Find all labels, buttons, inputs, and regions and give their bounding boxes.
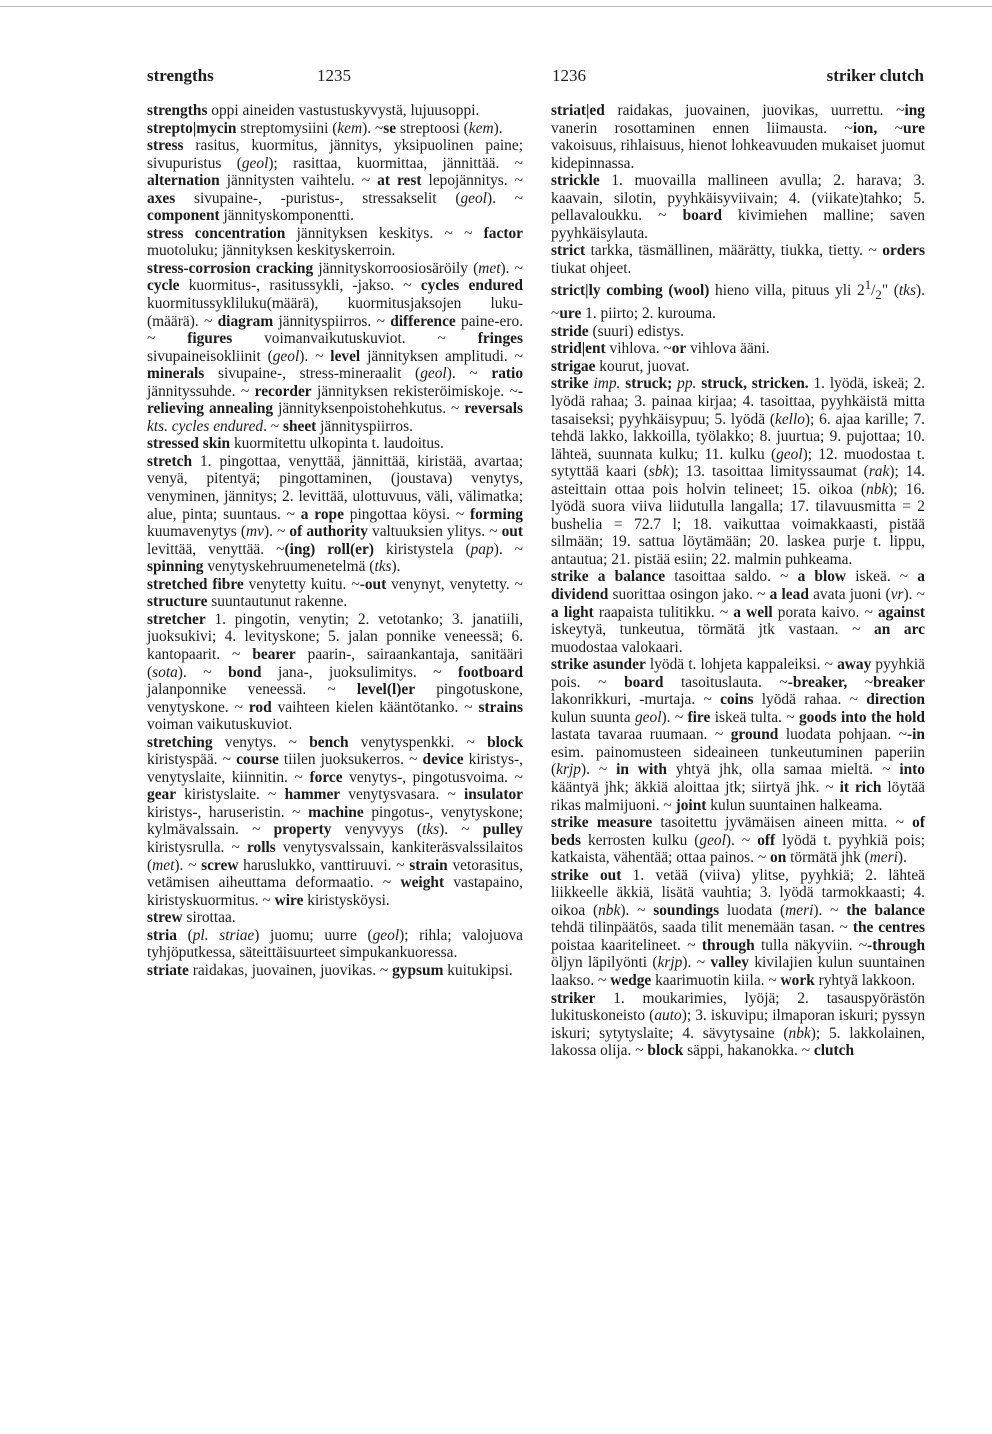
guide-word-left: strengths xyxy=(147,66,214,85)
dictionary-entry: strike measure tasoitettu jyvämäisen aineen mitta. ~ of beds kerrosten kulku (geol). ~ off lyödä t. pyyhkiä pois; katkaista, vähentää; ottaa painos. ~ on törmätä jhk (meri). xyxy=(551,814,925,867)
dictionary-entry: strike asunder lyödä t. lohjeta kappaleiksi. ~ away pyyhkiä pois. ~ board tasoituslauta. ~-breaker, ~breaker lakonrikkuri, -murtaja. ~ coins lyödä rahaa. ~ direction kulun suunta geol). ~ fire iskeä tulta. ~ goods into the hold lastata tavaraa ruumaan. ~ ground luodata pohjaan. ~-in esim. painomusteen sideaineen tunkeutuminen paperiin (krjp). ~ in with yhtyä jhk, olla samaa mieltä. ~ into kääntyä jhk; äkkiä aloittaa jtk; siirtyä jhk. ~ it rich löytää rikas malmijuoni. ~ joint kulun suuntainen halkeama. xyxy=(551,656,925,814)
dictionary-entry: stretching venytys. ~ bench venytyspenkki. ~ block kiristyspää. ~ course tiilen juoksukerros. ~ device kiristys-, venytyslaite, kiinnitin. ~ force venytys-, pingotusvoima. ~ gear kiristyslaite. ~ hammer venytysvasara. ~ insulator kiristys-, haruseristin. ~ machine pingotus-, venytyskone; kylmävalssain. ~ property venyvyys (tks). ~ pulley kiristysrulla. ~ rolls venytysvalssain, kankiteräsvalssilaitos (met). ~ screw haruslukko, vanttiruuvi. ~ strain vetorasitus, vetämisen aiheuttama deformaatio. ~ weight vastapaino, kiristyskuormitus. ~ wire kiristysköysi. xyxy=(147,733,523,909)
running-head-right xyxy=(552,62,924,90)
dictionary-entry: stressed skin kuormitettu ulkopinta t. laudoitus. xyxy=(147,435,444,453)
dictionary-column-left xyxy=(147,102,523,979)
dictionary-entry: strepto|mycin streptomysiini (kem). ~se streptoosi (kem). xyxy=(147,119,503,137)
dictionary-entry: stretched fibre venytetty kuitu. ~-out venynyt, venytetty. ~ structure suuntautunut rakenne. xyxy=(147,575,523,611)
dictionary-entry: strike a balance tasoittaa saldo. ~ a blow iskeä. ~ a dividend suorittaa osingon jako. ~ a lead avata juoni (vr). ~ a light raapaista tulitikku. ~ a well porata kaivo. ~ against iskeytyä, tunkeutua, törmätä jtk vastaan. ~ an arc muodostaa valokaari. xyxy=(551,568,925,656)
page-number-left: 1235 xyxy=(317,66,351,85)
dictionary-entry: strict tarkka, täsmällinen, määrätty, tiukka, tietty. ~ orders tiukat ohjeet. xyxy=(551,242,925,277)
dictionary-entry: strickle 1. muovailla mallineen avulla; 2. harava; 3. kaavain, silotin, pyyhkäisyviivain; 4. (viikate)tahko; 5. pellavaloukku. ~ board kivimiehen malline; saven pyyhkäisylauta. xyxy=(551,172,925,242)
dictionary-entry: strike imp. struck; pp. struck, stricken. 1. lyödä, iskeä; 2. lyödä rahaa; 3. painaa kirjaa; 4. tasoittaa, pyyhkäistä mitta tasaiseksi; pyyhkäisypuu; 5. lyödä (kello); 6. ajaa karille; 7. tehdä lakko, lakkoilla, työlakko; 8. juurtua; 9. pujottaa; 10. lähteä, suunnata kulku; 11. kulku (geol); 12. muodostaa t. sytyttää kaari (sbk); 13. tasoittaa limityssaumat (rak); 14. asteittain ottaa pois holvin telineet; 15. oikoa (nbk); 16. lyödä suora viiva liidutulla langalla; 17. tilavuusmitta = 2 bushelia = 72.7 l; 18. vaikuttaa voimakkaasti, pistää silmään; 19. sattua löytämään; 20. laskea purje t. lippu, antautua; 21. pistää esiin; 22. malmin puhkeama. xyxy=(551,375,926,568)
dictionary-entry: strike out 1. vetää (viiva) ylitse, pyyhkiä; 2. lähteä liikkeelle äkkiä, lisätä vauhtia; 3. lyödä tarmokkaasti; 4. oikoa (nbk). ~ soundings luodata (meri). ~ the balance tehdä tilinpäätös, saada tilit menemään tasan. ~ the centres poistaa kaaritelineet. ~ through tulla näkyviin. ~-through öljyn läpilyönti (krjp). ~ valley kivilajien kulun suuntainen laakso. ~ wedge kaarimuotin kiila. ~ work ryhtyä lakkoon. xyxy=(551,866,926,989)
dictionary-entry: stress rasitus, kuormitus, jännitys, yksipuolinen paine; sivupuristus (geol); rasittaa, kuormittaa, jännittää. ~ alternation jännitysten vaihtelu. ~ at rest lepojännitys. ~ axes sivupaine-, -puristus-, stressakselit (geol). ~ component jännityskomponentti. xyxy=(147,137,524,225)
guide-word-right: striker clutch xyxy=(826,66,924,85)
dictionary-entry: strict|ly combing (wool) hieno villa, pituus yli $2^1/_2$" (tks). ~ure 1. piirto; 2. kurouma. xyxy=(551,278,925,323)
dictionary-entry: stretch 1. pingottaa, venyttää, jännittää, kiristää, avartaa; venyä, pitentyä; pingottaminen, (joustava) venytys, venyminen, jännitys; 2. levittää, ulottuvuus, väli, välimatka; alue, pinta; suuntaus. ~ a rope pingottaa köysi. ~ forming kuumavenytys (mv). ~ of authority valtuuksien ylitys. ~ out levittää, venyttää. ~(ing) roll(er) kiristystela (pap). ~ spinning venytyskehruumenetelmä (tks). xyxy=(147,452,523,576)
dictionary-entry: striker 1. moukarimies, lyöjä; 2. tasauspyörästön lukituskoneisto (auto); 3. iskuvipu; ilmaporan iskuri; pyssyn iskuri; sytytyslaite; 4. sävytysaine (nbk); 5. lakkolainen, lakossa olija. ~ block säppi, hakanokka. ~ clutch xyxy=(551,989,926,1060)
dictionary-entry: strengths oppi aineiden vastustuskyvystä, lujuusoppi. xyxy=(147,102,480,119)
running-head-left xyxy=(147,62,527,90)
dictionary-entry: stress-corrosion cracking jännityskorroosiosäröily (met). ~ cycle kuormitus-, rasitussykli, -jakso. ~ cycles endured kuormitussykliluku(määrä), kuormitusjaksojen luku-(määrä). ~ diagram jännityspiirros. ~ difference paine-ero. ~ figures voimanvaikutuskuviot. ~ fringes sivupaineisokliinit (geol). ~ level jännityksen amplitudi. ~ minerals sivupaine-, stress-mineraalit (geol). ~ ratio jännityssuhde. ~ recorder jännityksen rekisteröimiskoje. ~-relieving annealing jännityksenpoistohehkutus. ~ reversals kts. cycles endured. ~ sheet jännityspiirros. xyxy=(147,259,524,435)
dictionary-entry: strew sirottaa. xyxy=(147,909,236,927)
dictionary-entry: stress concentration jännityksen keskitys. ~ ~ factor muotoluku; jännityksen keskityskerroin. xyxy=(147,224,523,260)
dictionary-entry: stria (pl. striae) juomu; uurre (geol); rihla; valojuova tyhjöputkessa, säteittäisuurteet simpukankuoressa. xyxy=(147,926,523,962)
page-number-right: 1236 xyxy=(552,66,586,85)
dictionary-entry: stretcher 1. pingotin, venytin; 2. vetotanko; 3. janatiili, juoksukivi; 4. levityskone; 5. jalan ponnike veneessä; 6. kantopaarit. ~ bearer paarin-, sairaankantaja, sanitääri (sota). ~ bond jana-, juoksulimitys. ~ footboard jalanponnike veneessä. ~ level(l)er pingotuskone, venytyskone. ~ rod vaihteen kielen kääntötanko. ~ strains voiman vaikutuskuviot. xyxy=(147,610,523,734)
dictionary-entry: stride (suuri) edistys. xyxy=(551,322,684,340)
dictionary-entry: striat|ed raidakas, juovainen, juovikas, uurrettu. ~ing vanerin rosottaminen ennen liimausta. ~ion, ~ure vakoisuus, rihlaisuus, hienot lohkeavuuden mukaiset juomut kidepinnassa. xyxy=(551,102,925,172)
dictionary-entry: strid|ent vihlova. ~or vihlova ääni. xyxy=(551,340,770,358)
dictionary-entry: striate raidakas, juovainen, juovikas. ~ gypsum kuitukipsi. xyxy=(147,961,513,979)
dictionary-entry: strigae kourut, juovat. xyxy=(551,357,690,375)
dictionary-column-right xyxy=(551,102,925,1060)
scan-edge-line xyxy=(0,6,992,7)
